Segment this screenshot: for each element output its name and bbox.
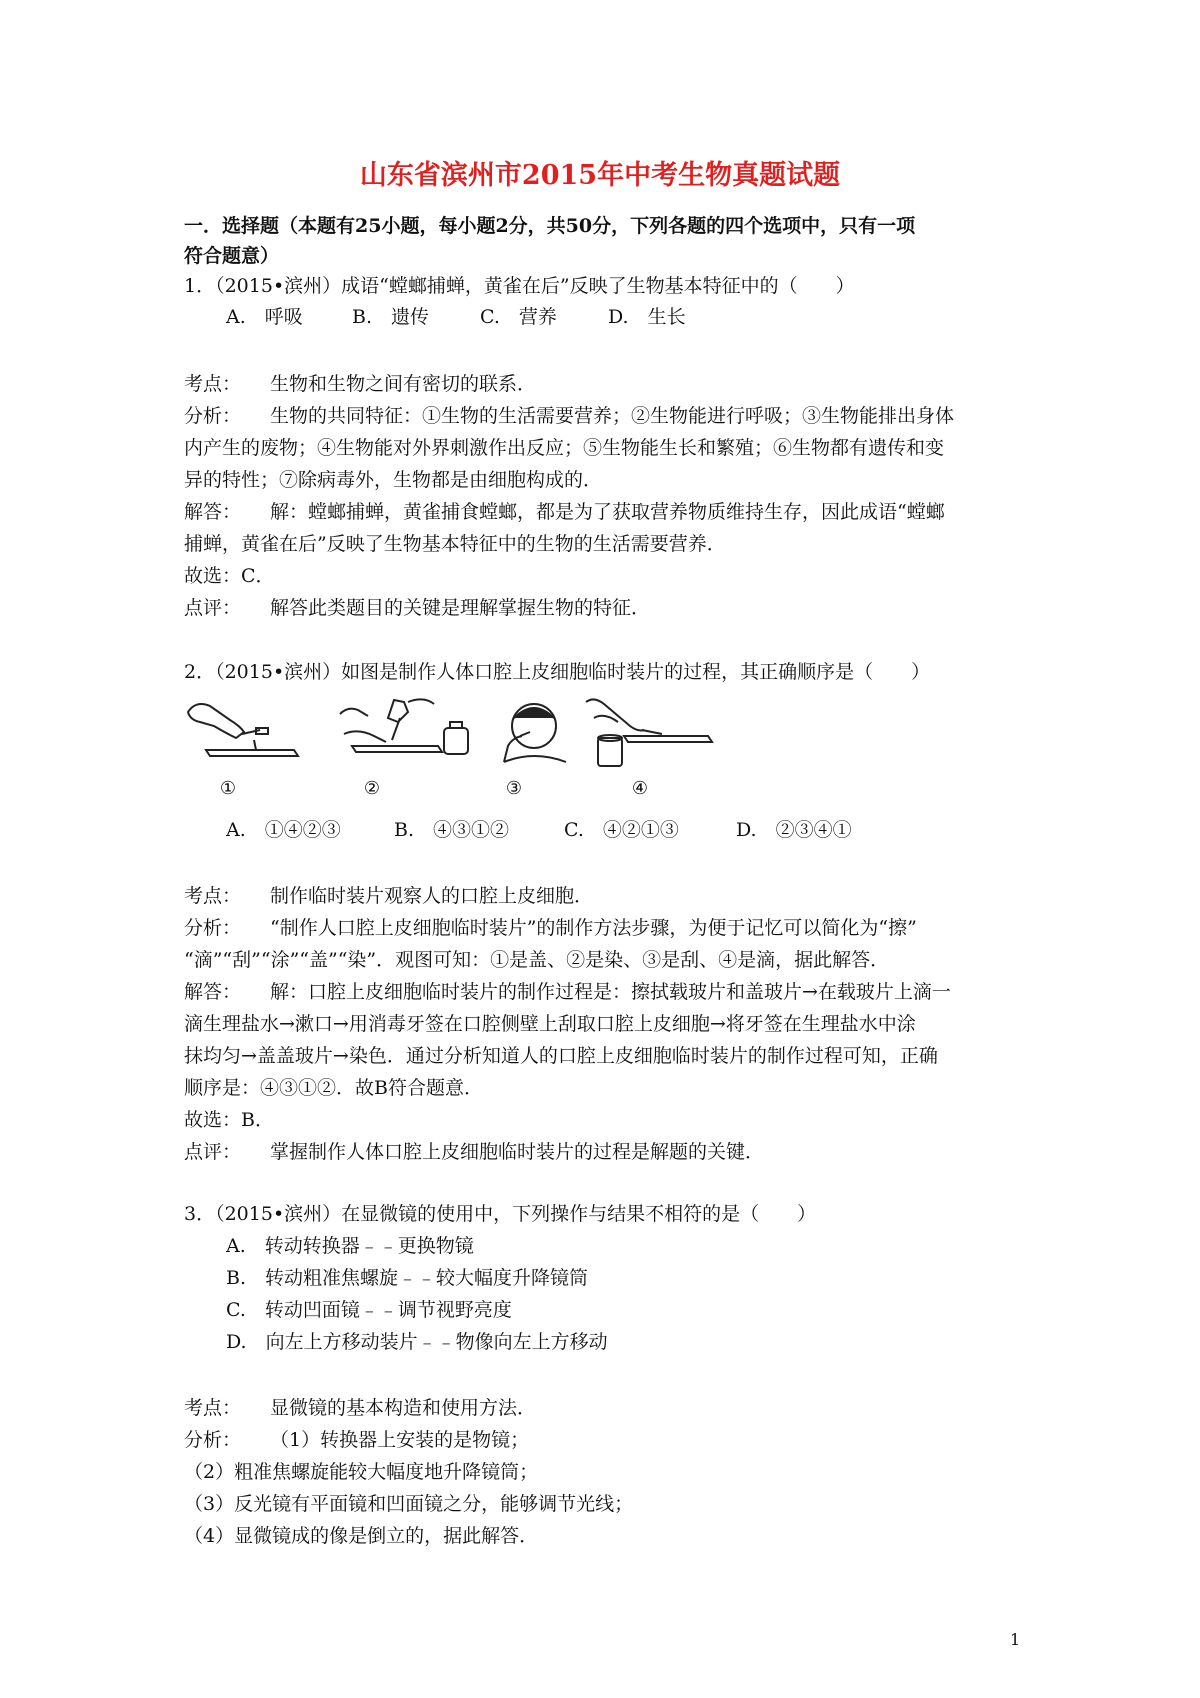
q2-fenxi-2: “滴”“刮”“涂”“盖”“染”．观图可知：①是盖、②是染、③是刮、④是滴，据此解答． bbox=[184, 949, 890, 971]
q3-kaodian: 显微镜的基本构造和使用方法． bbox=[270, 1397, 537, 1419]
q2-fenxi-1: “制作人口腔上皮细胞临时装片”的制作方法步骤，为便于记忆可以简化为“擦” bbox=[270, 917, 917, 939]
q2-answer: 故选：B． bbox=[184, 1109, 274, 1131]
q2-dianping: 掌握制作人体口腔上皮细胞临时装片的过程是解题的关键． bbox=[270, 1141, 765, 1163]
figure-label-1: ① bbox=[219, 778, 237, 799]
q2-option-a: A. ①④②③ bbox=[226, 819, 341, 841]
q3-fenxi-2: （2）粗准焦螺旋能较大幅度地升降镜筒； bbox=[184, 1461, 539, 1483]
step-stain-illustration bbox=[340, 699, 468, 754]
q2-option-d: D. ②③④① bbox=[736, 819, 852, 841]
q1-option-b: B. 遗传 bbox=[352, 306, 430, 328]
q1-fenxi-3: 异的特性；⑦除病毒外，生物都是由细胞构成的． bbox=[184, 469, 603, 491]
q2-jieda-3: 抹均匀→盖盖玻片→染色．通过分析知道人的口腔上皮细胞临时装片的制作过程可知，正确 bbox=[184, 1045, 938, 1067]
page-title: 山东省滨州市2015年中考生物真题试题 bbox=[359, 160, 841, 191]
q1-jieda-label: 解答： bbox=[184, 501, 242, 523]
q1-kaodian: 生物和生物之间有密切的联系． bbox=[270, 373, 537, 395]
q1-jieda-2: 捕蝉，黄雀在后”反映了生物基本特征中的生物的生活需要营养． bbox=[184, 533, 726, 555]
q1-fenxi-label: 分析： bbox=[184, 405, 242, 427]
q1-stem: 1．（2015•滨州）成语“螳螂捕蝉，黄雀在后”反映了生物基本特征中的（ ） bbox=[184, 275, 855, 297]
figure-label-3: ③ bbox=[505, 778, 523, 799]
q3-fenxi-3: （3）反光镜有平面镜和凹面镜之分，能够调节光线； bbox=[184, 1493, 634, 1515]
q1-fenxi-2: 内产生的废物；④生物能对外界刺激作出反应；⑤生物能生长和繁殖；⑥生物都有遗传和变 bbox=[184, 437, 945, 459]
section-heading-line-1: 一．选择题（本题有25小题，每小题2分，共50分，下列各题的四个选项中，只有一项 bbox=[184, 215, 916, 237]
step-scrape-illustration bbox=[504, 704, 566, 762]
step-cover-slip-illustration bbox=[188, 704, 298, 756]
q3-fenxi-4: （4）显微镜成的像是倒立的，据此解答． bbox=[184, 1525, 539, 1547]
q1-option-c: C. 营养 bbox=[480, 306, 557, 328]
q1-answer: 故选：C． bbox=[184, 565, 275, 587]
figure-label-4: ④ bbox=[631, 778, 649, 799]
q3-stem: 3．（2015•滨州）在显微镜的使用中，下列操作与结果不相符的是（ ） bbox=[184, 1203, 817, 1225]
q2-option-b: B. ④③①② bbox=[394, 819, 510, 841]
step-drop-illustration bbox=[586, 699, 712, 766]
q1-dianping: 解答此类题目的关键是理解掌握生物的特征． bbox=[270, 597, 651, 619]
q1-option-d: D. 生长 bbox=[608, 306, 686, 328]
q1-kaodian-label: 考点： bbox=[184, 373, 242, 395]
q2-kaodian-label: 考点： bbox=[184, 885, 242, 907]
q2-jieda-1: 解：口腔上皮细胞临时装片的制作过程是：擦拭载玻片和盖玻片→在载玻片上滴一 bbox=[270, 981, 951, 1003]
q2-kaodian: 制作临时装片观察人的口腔上皮细胞． bbox=[270, 885, 594, 907]
q3-kaodian-label: 考点： bbox=[184, 1397, 242, 1419]
section-heading-line-2: 符合题意） bbox=[184, 245, 280, 267]
q2-jieda-4: 顺序是：④③①②．故B符合题意． bbox=[184, 1077, 483, 1099]
q2-jieda-label: 解答： bbox=[184, 981, 242, 1003]
q3-option-a: A. 转动转换器﹣﹣更换物镜 bbox=[226, 1235, 474, 1257]
q2-option-c: C. ④②①③ bbox=[564, 819, 679, 841]
q3-option-b: B. 转动粗准焦螺旋﹣﹣较大幅度升降镜筒 bbox=[226, 1267, 589, 1289]
q1-dianping-label: 点评： bbox=[184, 597, 242, 619]
page-number: 1 bbox=[1010, 1630, 1021, 1649]
q3-fenxi-label: 分析： bbox=[184, 1429, 242, 1451]
q3-option-d: D. 向左上方移动装片﹣﹣物像向左上方移动 bbox=[226, 1331, 608, 1353]
q1-fenxi-1: 生物的共同特征：①生物的生活需要营养；②生物能进行呼吸；③生物能排出身体 bbox=[270, 405, 955, 427]
q1-option-a: A. 呼吸 bbox=[226, 306, 303, 328]
q2-dianping-label: 点评： bbox=[184, 1141, 242, 1163]
q2-stem: 2．（2015•滨州）如图是制作人体口腔上皮细胞临时装片的过程，其正确顺序是（ ） bbox=[184, 661, 931, 683]
q2-fenxi-label: 分析： bbox=[184, 917, 242, 939]
q3-option-c: C. 转动凹面镜﹣﹣调节视野亮度 bbox=[226, 1299, 512, 1321]
q2-jieda-2: 滴生理盐水→漱口→用消毒牙签在口腔侧壁上刮取口腔上皮细胞→将牙签在生理盐水中涂 bbox=[184, 1013, 916, 1035]
q3-fenxi-1: （1）转换器上安装的是物镜； bbox=[270, 1429, 530, 1451]
q1-jieda-1: 解：螳螂捕蝉，黄雀捕食螳螂，都是为了获取营养物质维持生存，因此成语“螳螂 bbox=[270, 501, 945, 523]
q2-procedure-figure bbox=[184, 692, 764, 804]
figure-label-2: ② bbox=[363, 778, 381, 799]
